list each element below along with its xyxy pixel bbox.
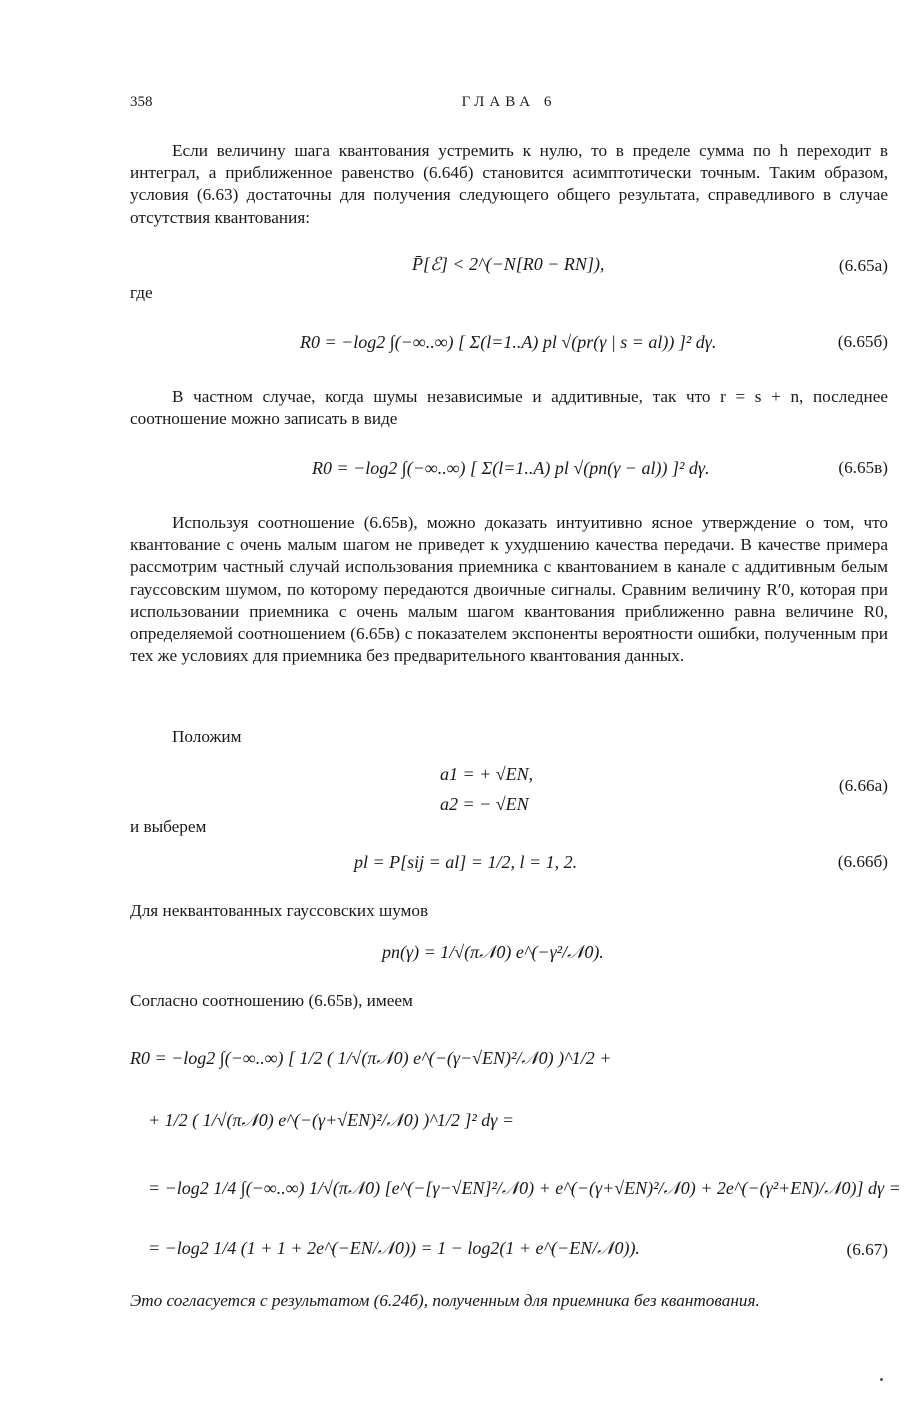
paragraph-special-case: В частном случае, когда шумы независимые и аддитивные, так что r = s + n, последнее соотношение можно записать в виде [130, 387, 888, 429]
paragraph-intro: Если величину шага квантования устремить к нулю, то в пределе сумма по h переходит в интеграл, а приближенное равенство (6.64б) становится асимптотически точным. Таким образом, условия (6.63) достаточны для получения следующего общего результата, справедливого в случае отсутствия квантования: [130, 141, 888, 227]
choose-label: и выберем [130, 817, 207, 836]
paragraph-quantization: Используя соотношение (6.65в), можно доказать интуитивно ясное утверждение о том, что квантование с очень малым шагом не приведет к ухудшению качества передачи. В качестве примера рассмотрим частный случай использования приемника с квантованием в канале с аддитивным белым гауссовским шумом, по которому передаются двоичные сигналы. Сравним величину R′0, которая при использовании приемника с очень малым шагом квантования приближенно равна величине R0, определяемой соотношением (6.65в) с показателем экспоненты вероятности ошибки, полученным при тех же условиях для приемника без предварительного квантования данных. [130, 513, 888, 666]
equation-number-6-65b: (6.65б) [837, 332, 888, 351]
equation-6-67-line4: = −log2 1/4 (1 + 1 + 2e^(−EN/𝒩0)) = 1 − log2(1 + e^(−EN/𝒩0)). [148, 1238, 640, 1258]
paragraph-let: Положим [172, 727, 242, 746]
equation-pn-gamma: pn(γ) = 1/√(π𝒩0) e^(−γ²/𝒩0). [382, 942, 604, 962]
equation-number-6-66b: (6.66б) [837, 852, 888, 871]
page-header [130, 94, 888, 118]
equation-6-66b: pl = P[sij = al] = 1/2, l = 1, 2. [354, 852, 578, 872]
equation-6-67-line1: R0 = −log2 ∫(−∞..∞) [ 1/2 ( 1/√(π𝒩0) e^(−(γ−√EN)²/𝒩0) )^1/2 + [130, 1048, 612, 1068]
page-number: 358 [130, 94, 153, 110]
equation-6-65b: R0 = −log2 ∫(−∞..∞) [ Σ(l=1..A) pl √(pr(γ | s = al)) ]² dγ. [300, 332, 717, 352]
equation-6-65v: R0 = −log2 ∫(−∞..∞) [ Σ(l=1..A) pl √(pn(γ − al)) ]² dγ. [312, 458, 710, 478]
equation-number-6-66a: (6.66а) [838, 776, 888, 795]
equation-number-6-65a: (6.65а) [838, 256, 888, 275]
equation-6-65a: P̄[ℰ] < 2^(−N[R0 − RN]), [412, 254, 605, 274]
where-label: где [130, 283, 153, 302]
chapter-title: ГЛАВА 6 [461, 94, 557, 110]
equation-number-6-67: (6.67) [846, 1240, 888, 1259]
equation-6-67-line3: = −log2 1/4 ∫(−∞..∞) 1/√(π𝒩0) [e^(−[γ−√EN]²/𝒩0) + e^(−(γ+√EN)²/𝒩0) + 2e^(−(γ²+EN)/𝒩0)] dγ = [148, 1178, 901, 1198]
stray-mark [880, 1378, 883, 1381]
equation-number-6-65v: (6.65в) [838, 458, 888, 477]
paragraph-unquantized: Для неквантованных гауссовских шумов [130, 901, 429, 920]
paragraph-according: Согласно соотношению (6.65в), имеем [130, 991, 413, 1010]
equation-6-67-line2: + 1/2 ( 1/√(π𝒩0) e^(−(γ+√EN)²/𝒩0) )^1/2 ]² dγ = [148, 1110, 514, 1130]
equation-6-66a-line2: a2 = − √EN [440, 794, 529, 814]
paragraph-conclusion: Это согласуется с результатом (6.24б), полученным для приемника без квантования. [130, 1291, 760, 1310]
equation-6-66a-line1: a1 = + √EN, [440, 764, 534, 784]
